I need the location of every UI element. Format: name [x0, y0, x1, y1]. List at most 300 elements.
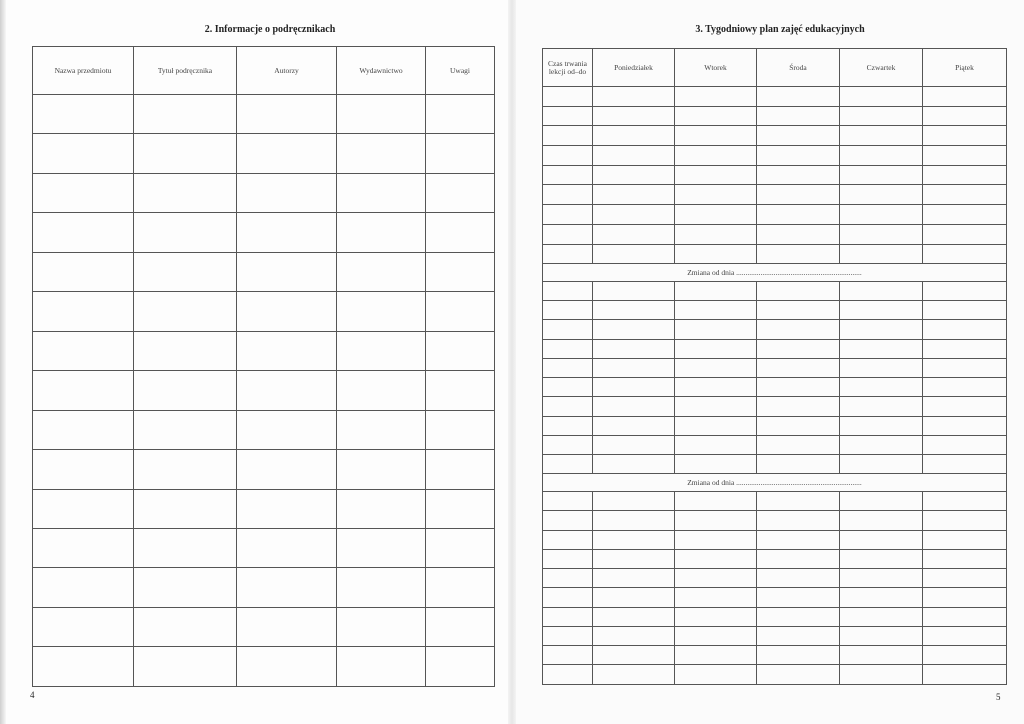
table-cell[interactable]: [593, 106, 675, 126]
table-cell[interactable]: [237, 213, 337, 252]
table-cell[interactable]: [593, 87, 675, 107]
table-cell[interactable]: [593, 397, 675, 416]
table-row: [543, 665, 1007, 685]
table-row: [33, 607, 495, 646]
table-cell[interactable]: [593, 378, 675, 397]
table-cell[interactable]: [923, 205, 1007, 225]
table-cell[interactable]: [757, 455, 840, 474]
table-cell[interactable]: [923, 646, 1007, 665]
table-row: [543, 339, 1007, 358]
table-cell[interactable]: [543, 146, 593, 166]
table-cell[interactable]: [237, 331, 337, 370]
schedule-change-label[interactable]: Zmiana od dnia ...................................................................: [543, 474, 1007, 492]
table-cell[interactable]: [543, 87, 593, 107]
table-cell[interactable]: [33, 647, 134, 686]
table-cell[interactable]: [134, 450, 237, 489]
table-cell[interactable]: [923, 87, 1007, 107]
table-cell[interactable]: [840, 339, 923, 358]
table-cell[interactable]: [675, 244, 757, 264]
table-cell[interactable]: [593, 569, 675, 588]
table-cell[interactable]: [840, 378, 923, 397]
table-cell[interactable]: [134, 489, 237, 528]
table-row: [543, 511, 1007, 530]
table-cell[interactable]: [426, 331, 495, 370]
table-cell[interactable]: [134, 410, 237, 449]
table-cell[interactable]: [923, 126, 1007, 146]
table-cell[interactable]: [237, 95, 337, 134]
table-cell[interactable]: [134, 173, 237, 212]
table-cell[interactable]: [923, 339, 1007, 358]
table-cell[interactable]: [923, 301, 1007, 320]
table-cell[interactable]: [543, 549, 593, 568]
table-cell[interactable]: [757, 530, 840, 549]
table-cell[interactable]: [675, 569, 757, 588]
table-cell[interactable]: [923, 455, 1007, 474]
table-cell[interactable]: [426, 647, 495, 686]
table-cell[interactable]: [757, 185, 840, 205]
table-cell[interactable]: [923, 435, 1007, 454]
table-cell[interactable]: [237, 410, 337, 449]
table-cell[interactable]: [426, 528, 495, 567]
table-cell[interactable]: [593, 435, 675, 454]
table-cell[interactable]: [593, 281, 675, 300]
table-cell[interactable]: [757, 339, 840, 358]
table-cell[interactable]: [840, 224, 923, 244]
table-row: [33, 173, 495, 212]
table-cell[interactable]: [543, 397, 593, 416]
table-row: [543, 320, 1007, 339]
table-cell[interactable]: [134, 134, 237, 173]
table-cell[interactable]: [840, 511, 923, 530]
table-cell[interactable]: [237, 252, 337, 291]
table-cell[interactable]: [33, 95, 134, 134]
table-cell[interactable]: [675, 320, 757, 339]
table-cell[interactable]: [426, 134, 495, 173]
table-cell[interactable]: [337, 410, 426, 449]
column-header-wednesday: Środa: [757, 49, 840, 87]
table-cell[interactable]: [337, 371, 426, 410]
table-cell[interactable]: [757, 607, 840, 626]
table-cell[interactable]: [675, 588, 757, 607]
table-cell[interactable]: [757, 165, 840, 185]
table-cell[interactable]: [840, 549, 923, 568]
table-cell[interactable]: [426, 173, 495, 212]
table-cell[interactable]: [923, 665, 1007, 685]
right-page-title: 3. Tygodniowy plan zajęć edukacyjnych: [695, 24, 865, 35]
table-cell[interactable]: [675, 511, 757, 530]
table-cell[interactable]: [757, 244, 840, 264]
table-cell[interactable]: [675, 87, 757, 107]
table-cell[interactable]: [923, 416, 1007, 435]
table-cell[interactable]: [543, 569, 593, 588]
table-cell[interactable]: [593, 455, 675, 474]
table-row: [543, 358, 1007, 377]
table-row: [33, 252, 495, 291]
table-cell[interactable]: [237, 450, 337, 489]
table-cell[interactable]: [237, 568, 337, 607]
table-cell[interactable]: [923, 530, 1007, 549]
table-cell[interactable]: [237, 489, 337, 528]
table-cell[interactable]: [134, 252, 237, 291]
table-cell[interactable]: [840, 320, 923, 339]
table-cell[interactable]: [543, 339, 593, 358]
table-cell[interactable]: [593, 530, 675, 549]
table-cell[interactable]: [840, 106, 923, 126]
table-cell[interactable]: [757, 87, 840, 107]
page-fold: [508, 0, 516, 724]
table-cell[interactable]: [757, 646, 840, 665]
table-cell[interactable]: [757, 224, 840, 244]
table-cell[interactable]: [33, 331, 134, 370]
table-cell[interactable]: [134, 95, 237, 134]
table-cell[interactable]: [840, 626, 923, 645]
table-cell[interactable]: [33, 292, 134, 331]
table-cell[interactable]: [675, 165, 757, 185]
table-cell[interactable]: [543, 607, 593, 626]
table-row: [33, 134, 495, 173]
table-cell[interactable]: [840, 569, 923, 588]
table-cell[interactable]: [923, 244, 1007, 264]
table-cell[interactable]: [840, 205, 923, 225]
table-cell[interactable]: [757, 205, 840, 225]
table-cell[interactable]: [840, 607, 923, 626]
table-cell[interactable]: [134, 292, 237, 331]
table-cell[interactable]: [33, 371, 134, 410]
table-cell[interactable]: [543, 435, 593, 454]
table-cell[interactable]: [543, 378, 593, 397]
table-cell[interactable]: [33, 489, 134, 528]
table-row: [543, 435, 1007, 454]
table-cell[interactable]: [840, 87, 923, 107]
table-cell[interactable]: [33, 134, 134, 173]
table-cell[interactable]: [675, 549, 757, 568]
table-cell[interactable]: [840, 588, 923, 607]
table-row: [543, 626, 1007, 645]
table-cell[interactable]: [33, 450, 134, 489]
table-row: [543, 205, 1007, 225]
table-cell[interactable]: [675, 530, 757, 549]
table-cell[interactable]: [134, 331, 237, 370]
table-cell[interactable]: [675, 626, 757, 645]
table-cell[interactable]: [840, 665, 923, 685]
table-cell[interactable]: [593, 646, 675, 665]
table-cell[interactable]: [675, 205, 757, 225]
table-cell[interactable]: [675, 492, 757, 511]
table-row: [33, 450, 495, 489]
table-cell[interactable]: [923, 146, 1007, 166]
column-header-monday: Poniedziałek: [593, 49, 675, 87]
table-cell[interactable]: [757, 281, 840, 300]
table-cell[interactable]: [840, 455, 923, 474]
column-header-publisher: Wydawnictwo: [337, 47, 426, 95]
table-cell[interactable]: [593, 126, 675, 146]
table-cell[interactable]: [757, 358, 840, 377]
table-cell[interactable]: [923, 106, 1007, 126]
table-cell[interactable]: [923, 569, 1007, 588]
table-cell[interactable]: [237, 647, 337, 686]
table-cell[interactable]: [593, 492, 675, 511]
column-header-friday: Piątek: [923, 49, 1007, 87]
table-cell[interactable]: [593, 358, 675, 377]
table-cell[interactable]: [337, 292, 426, 331]
table-row: [543, 416, 1007, 435]
table-cell[interactable]: [923, 320, 1007, 339]
table-cell[interactable]: [923, 358, 1007, 377]
table-cell[interactable]: [543, 511, 593, 530]
table-row: [543, 455, 1007, 474]
table-cell[interactable]: [593, 511, 675, 530]
table-cell[interactable]: [840, 301, 923, 320]
table-row: [33, 371, 495, 410]
table-cell[interactable]: [757, 397, 840, 416]
table-cell[interactable]: [840, 358, 923, 377]
table-cell[interactable]: [840, 435, 923, 454]
table-cell[interactable]: [675, 607, 757, 626]
table-cell[interactable]: [675, 378, 757, 397]
table-cell[interactable]: [543, 301, 593, 320]
table-cell[interactable]: [675, 281, 757, 300]
table-cell[interactable]: [840, 244, 923, 264]
table-cell[interactable]: [757, 588, 840, 607]
table-cell[interactable]: [426, 450, 495, 489]
table-cell[interactable]: [543, 106, 593, 126]
table-cell[interactable]: [237, 292, 337, 331]
table-row: [543, 281, 1007, 300]
table-cell[interactable]: [543, 281, 593, 300]
table-row: [543, 646, 1007, 665]
table-row: [543, 588, 1007, 607]
table-cell[interactable]: [593, 301, 675, 320]
table-cell[interactable]: [675, 646, 757, 665]
table-cell[interactable]: [237, 371, 337, 410]
table-cell[interactable]: [675, 416, 757, 435]
table-cell[interactable]: [33, 568, 134, 607]
table-cell[interactable]: [840, 165, 923, 185]
textbooks-table: [32, 46, 495, 687]
table-cell[interactable]: [426, 410, 495, 449]
table-cell[interactable]: [757, 435, 840, 454]
table-cell[interactable]: [757, 320, 840, 339]
table-cell[interactable]: [675, 224, 757, 244]
table-row: [543, 569, 1007, 588]
table-cell[interactable]: [337, 450, 426, 489]
table-cell[interactable]: [593, 185, 675, 205]
table-cell[interactable]: [543, 416, 593, 435]
table-cell[interactable]: [923, 588, 1007, 607]
table-cell[interactable]: [593, 607, 675, 626]
table-cell[interactable]: [543, 320, 593, 339]
table-cell[interactable]: [337, 95, 426, 134]
table-cell[interactable]: [757, 549, 840, 568]
table-cell[interactable]: [923, 281, 1007, 300]
table-cell[interactable]: [593, 549, 675, 568]
table-row: [543, 530, 1007, 549]
table-cell[interactable]: [840, 530, 923, 549]
table-cell[interactable]: [543, 530, 593, 549]
table-cell[interactable]: [426, 568, 495, 607]
table-cell[interactable]: [923, 511, 1007, 530]
table-cell[interactable]: [593, 244, 675, 264]
table-cell[interactable]: [593, 320, 675, 339]
table-cell[interactable]: [923, 224, 1007, 244]
table-cell[interactable]: [840, 397, 923, 416]
table-cell[interactable]: [33, 607, 134, 646]
table-cell[interactable]: [33, 173, 134, 212]
schedule-change-label[interactable]: Zmiana od dnia ...................................................................: [543, 264, 1007, 282]
table-cell[interactable]: [337, 607, 426, 646]
table-cell[interactable]: [337, 252, 426, 291]
table-cell[interactable]: [675, 665, 757, 685]
table-cell[interactable]: [543, 358, 593, 377]
table-cell[interactable]: [757, 378, 840, 397]
table-cell[interactable]: [543, 455, 593, 474]
table-cell[interactable]: [134, 371, 237, 410]
table-cell[interactable]: [840, 126, 923, 146]
table-row: [543, 244, 1007, 264]
table-cell[interactable]: [337, 489, 426, 528]
table-cell[interactable]: [840, 185, 923, 205]
table-cell[interactable]: [675, 301, 757, 320]
table-cell[interactable]: [757, 569, 840, 588]
table-cell[interactable]: [757, 301, 840, 320]
weekly-schedule-table: [542, 48, 1007, 685]
table-cell[interactable]: [757, 626, 840, 645]
page-edge-shadow: [0, 0, 6, 724]
table-cell[interactable]: [923, 378, 1007, 397]
table-cell[interactable]: [134, 213, 237, 252]
table-cell[interactable]: [237, 173, 337, 212]
table-cell[interactable]: [923, 185, 1007, 205]
table-cell[interactable]: [757, 511, 840, 530]
column-header-duration: Czas trwania lekcji od–do: [543, 49, 593, 87]
table-cell[interactable]: [675, 146, 757, 166]
table-cell[interactable]: [237, 134, 337, 173]
table-row: [33, 528, 495, 567]
table-row: [543, 301, 1007, 320]
table-row: [543, 224, 1007, 244]
table-cell[interactable]: [33, 410, 134, 449]
table-row: [33, 410, 495, 449]
column-header-authors: Autorzy: [237, 47, 337, 95]
table-cell[interactable]: [593, 146, 675, 166]
table-cell[interactable]: [923, 607, 1007, 626]
table-row: [33, 213, 495, 252]
table-row: [33, 489, 495, 528]
table-cell[interactable]: [675, 397, 757, 416]
table-cell[interactable]: [593, 224, 675, 244]
table-cell[interactable]: [33, 213, 134, 252]
table-cell[interactable]: [593, 588, 675, 607]
table-row: [543, 126, 1007, 146]
table-cell[interactable]: [923, 397, 1007, 416]
table-cell[interactable]: [757, 146, 840, 166]
table-cell[interactable]: [593, 416, 675, 435]
table-cell[interactable]: [543, 224, 593, 244]
table-cell[interactable]: [923, 549, 1007, 568]
table-cell[interactable]: [593, 626, 675, 645]
table-cell[interactable]: [134, 568, 237, 607]
table-cell[interactable]: [923, 626, 1007, 645]
table-cell[interactable]: [33, 528, 134, 567]
table-cell[interactable]: [337, 134, 426, 173]
table-cell[interactable]: [675, 106, 757, 126]
table-row: [543, 165, 1007, 185]
schedule-change-row: [543, 474, 1007, 492]
column-header-thursday: Czwartek: [840, 49, 923, 87]
table-cell[interactable]: [840, 146, 923, 166]
table-cell[interactable]: [543, 126, 593, 146]
table-cell[interactable]: [543, 588, 593, 607]
column-header-notes: Uwagi: [426, 47, 495, 95]
table-cell[interactable]: [134, 607, 237, 646]
table-cell[interactable]: [675, 358, 757, 377]
table-cell[interactable]: [593, 339, 675, 358]
table-cell[interactable]: [675, 339, 757, 358]
table-cell[interactable]: [543, 185, 593, 205]
table-cell[interactable]: [337, 528, 426, 567]
table-cell[interactable]: [543, 205, 593, 225]
table-cell[interactable]: [426, 607, 495, 646]
table-cell[interactable]: [675, 126, 757, 146]
table-cell[interactable]: [237, 528, 337, 567]
table-cell[interactable]: [593, 665, 675, 685]
table-cell[interactable]: [675, 455, 757, 474]
schedule-change-row: [543, 264, 1007, 282]
table-cell[interactable]: [593, 205, 675, 225]
table-row: [543, 87, 1007, 107]
table-cell[interactable]: [543, 626, 593, 645]
table-cell[interactable]: [543, 165, 593, 185]
table-cell[interactable]: [757, 126, 840, 146]
table-cell[interactable]: [134, 528, 237, 567]
table-cell[interactable]: [337, 213, 426, 252]
column-header-tuesday: Wtorek: [675, 49, 757, 87]
table-cell[interactable]: [426, 371, 495, 410]
table-cell[interactable]: [337, 647, 426, 686]
table-cell[interactable]: [923, 492, 1007, 511]
table-cell[interactable]: [757, 665, 840, 685]
table-cell[interactable]: [543, 665, 593, 685]
table-cell[interactable]: [840, 492, 923, 511]
table-cell[interactable]: [675, 435, 757, 454]
table-cell[interactable]: [426, 252, 495, 291]
table-cell[interactable]: [543, 244, 593, 264]
table-cell[interactable]: [33, 252, 134, 291]
table-cell[interactable]: [426, 489, 495, 528]
table-cell[interactable]: [426, 213, 495, 252]
table-cell[interactable]: [337, 568, 426, 607]
table-cell[interactable]: [237, 607, 337, 646]
table-cell[interactable]: [757, 492, 840, 511]
table-cell[interactable]: [543, 646, 593, 665]
table-cell[interactable]: [337, 173, 426, 212]
table-row: [33, 568, 495, 607]
table-cell[interactable]: [840, 646, 923, 665]
table-cell[interactable]: [426, 95, 495, 134]
table-cell[interactable]: [426, 292, 495, 331]
table-cell[interactable]: [134, 647, 237, 686]
table-row: [543, 492, 1007, 511]
table-cell[interactable]: [757, 106, 840, 126]
table-cell[interactable]: [675, 185, 757, 205]
table-cell[interactable]: [840, 416, 923, 435]
table-cell[interactable]: [923, 165, 1007, 185]
table-cell[interactable]: [337, 331, 426, 370]
table-cell[interactable]: [757, 416, 840, 435]
table-cell[interactable]: [543, 492, 593, 511]
table-cell[interactable]: [593, 165, 675, 185]
table-cell[interactable]: [840, 281, 923, 300]
